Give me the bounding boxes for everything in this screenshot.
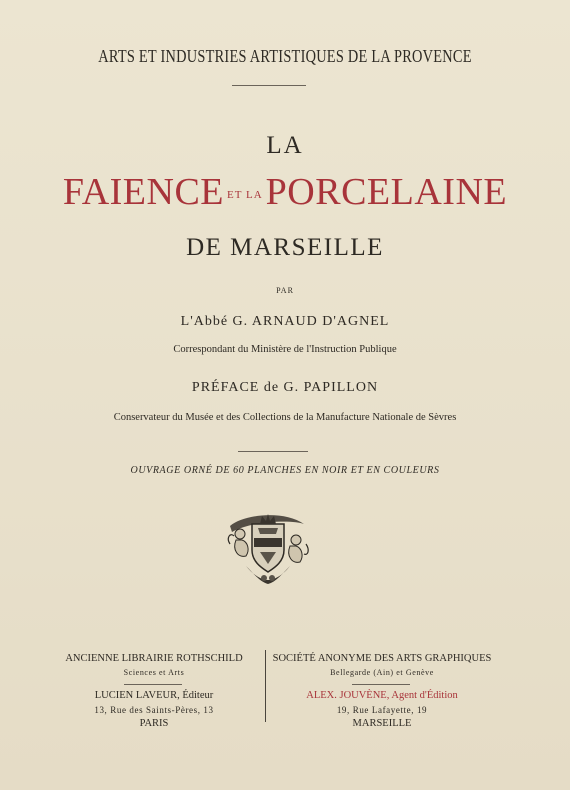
imprint-left bbox=[48, 652, 260, 731]
coat-of-arms-with-cherubs-icon bbox=[224, 504, 310, 588]
title-connector: ET LA bbox=[227, 189, 263, 201]
series-title: ARTS ET INDUSTRIES ARTISTIQUES DE LA PROVENCE bbox=[98, 46, 472, 66]
imprint-divider bbox=[265, 650, 266, 722]
title-line-marseille: DE MARSEILLE bbox=[186, 234, 384, 261]
author-role: Correspondant du Ministère de l'Instruction Publique bbox=[173, 344, 397, 355]
mid-rule bbox=[238, 451, 308, 452]
ouvrage-note: OUVRAGE ORNÉ DE 60 PLANCHES EN NOIR ET EN COULEURS bbox=[130, 465, 440, 476]
imprint-right-subtitle: Bellegarde (Ain) et Genève bbox=[330, 668, 434, 677]
main-title bbox=[0, 170, 570, 214]
title-word-porcelaine: PORCELAINE bbox=[265, 171, 508, 213]
author-name: L'Abbé G. ARNAUD D'AGNEL bbox=[180, 314, 390, 329]
imprint-right bbox=[272, 652, 492, 731]
imprint-right-address: 19, Rue Lafayette, 19 bbox=[336, 705, 428, 715]
imprint-right-publisher: ALEX. JOUVÈNE, Agent d'Édition bbox=[306, 690, 458, 701]
imprint-left-city: PARIS bbox=[139, 718, 169, 729]
imprint-left-house: ANCIENNE LIBRAIRIE ROTHSCHILD bbox=[65, 653, 243, 664]
preface-credit: PRÉFACE de G. PAPILLON bbox=[191, 380, 379, 395]
imprint-left-address: 13, Rue des Saints-Pères, 13 bbox=[94, 705, 214, 715]
header-rule bbox=[232, 85, 306, 86]
par-label: PAR bbox=[276, 286, 294, 295]
imprint-left-rule bbox=[124, 684, 182, 685]
imprint-right-rule bbox=[352, 684, 410, 685]
imprint-left-subtitle: Sciences et Arts bbox=[123, 668, 185, 677]
title-line-la: LA bbox=[266, 132, 304, 159]
preface-role: Conservateur du Musée et des Collections de la Manufacture Nationale de Sèvres bbox=[113, 412, 457, 423]
title-word-faience: FAIENCE bbox=[62, 171, 224, 213]
imprint-right-house: SOCIÉTÉ ANONYME DES ARTS GRAPHIQUES bbox=[272, 653, 492, 664]
imprint-right-city: MARSEILLE bbox=[352, 718, 412, 729]
imprint-left-publisher: LUCIEN LAVEUR, Éditeur bbox=[94, 690, 214, 701]
